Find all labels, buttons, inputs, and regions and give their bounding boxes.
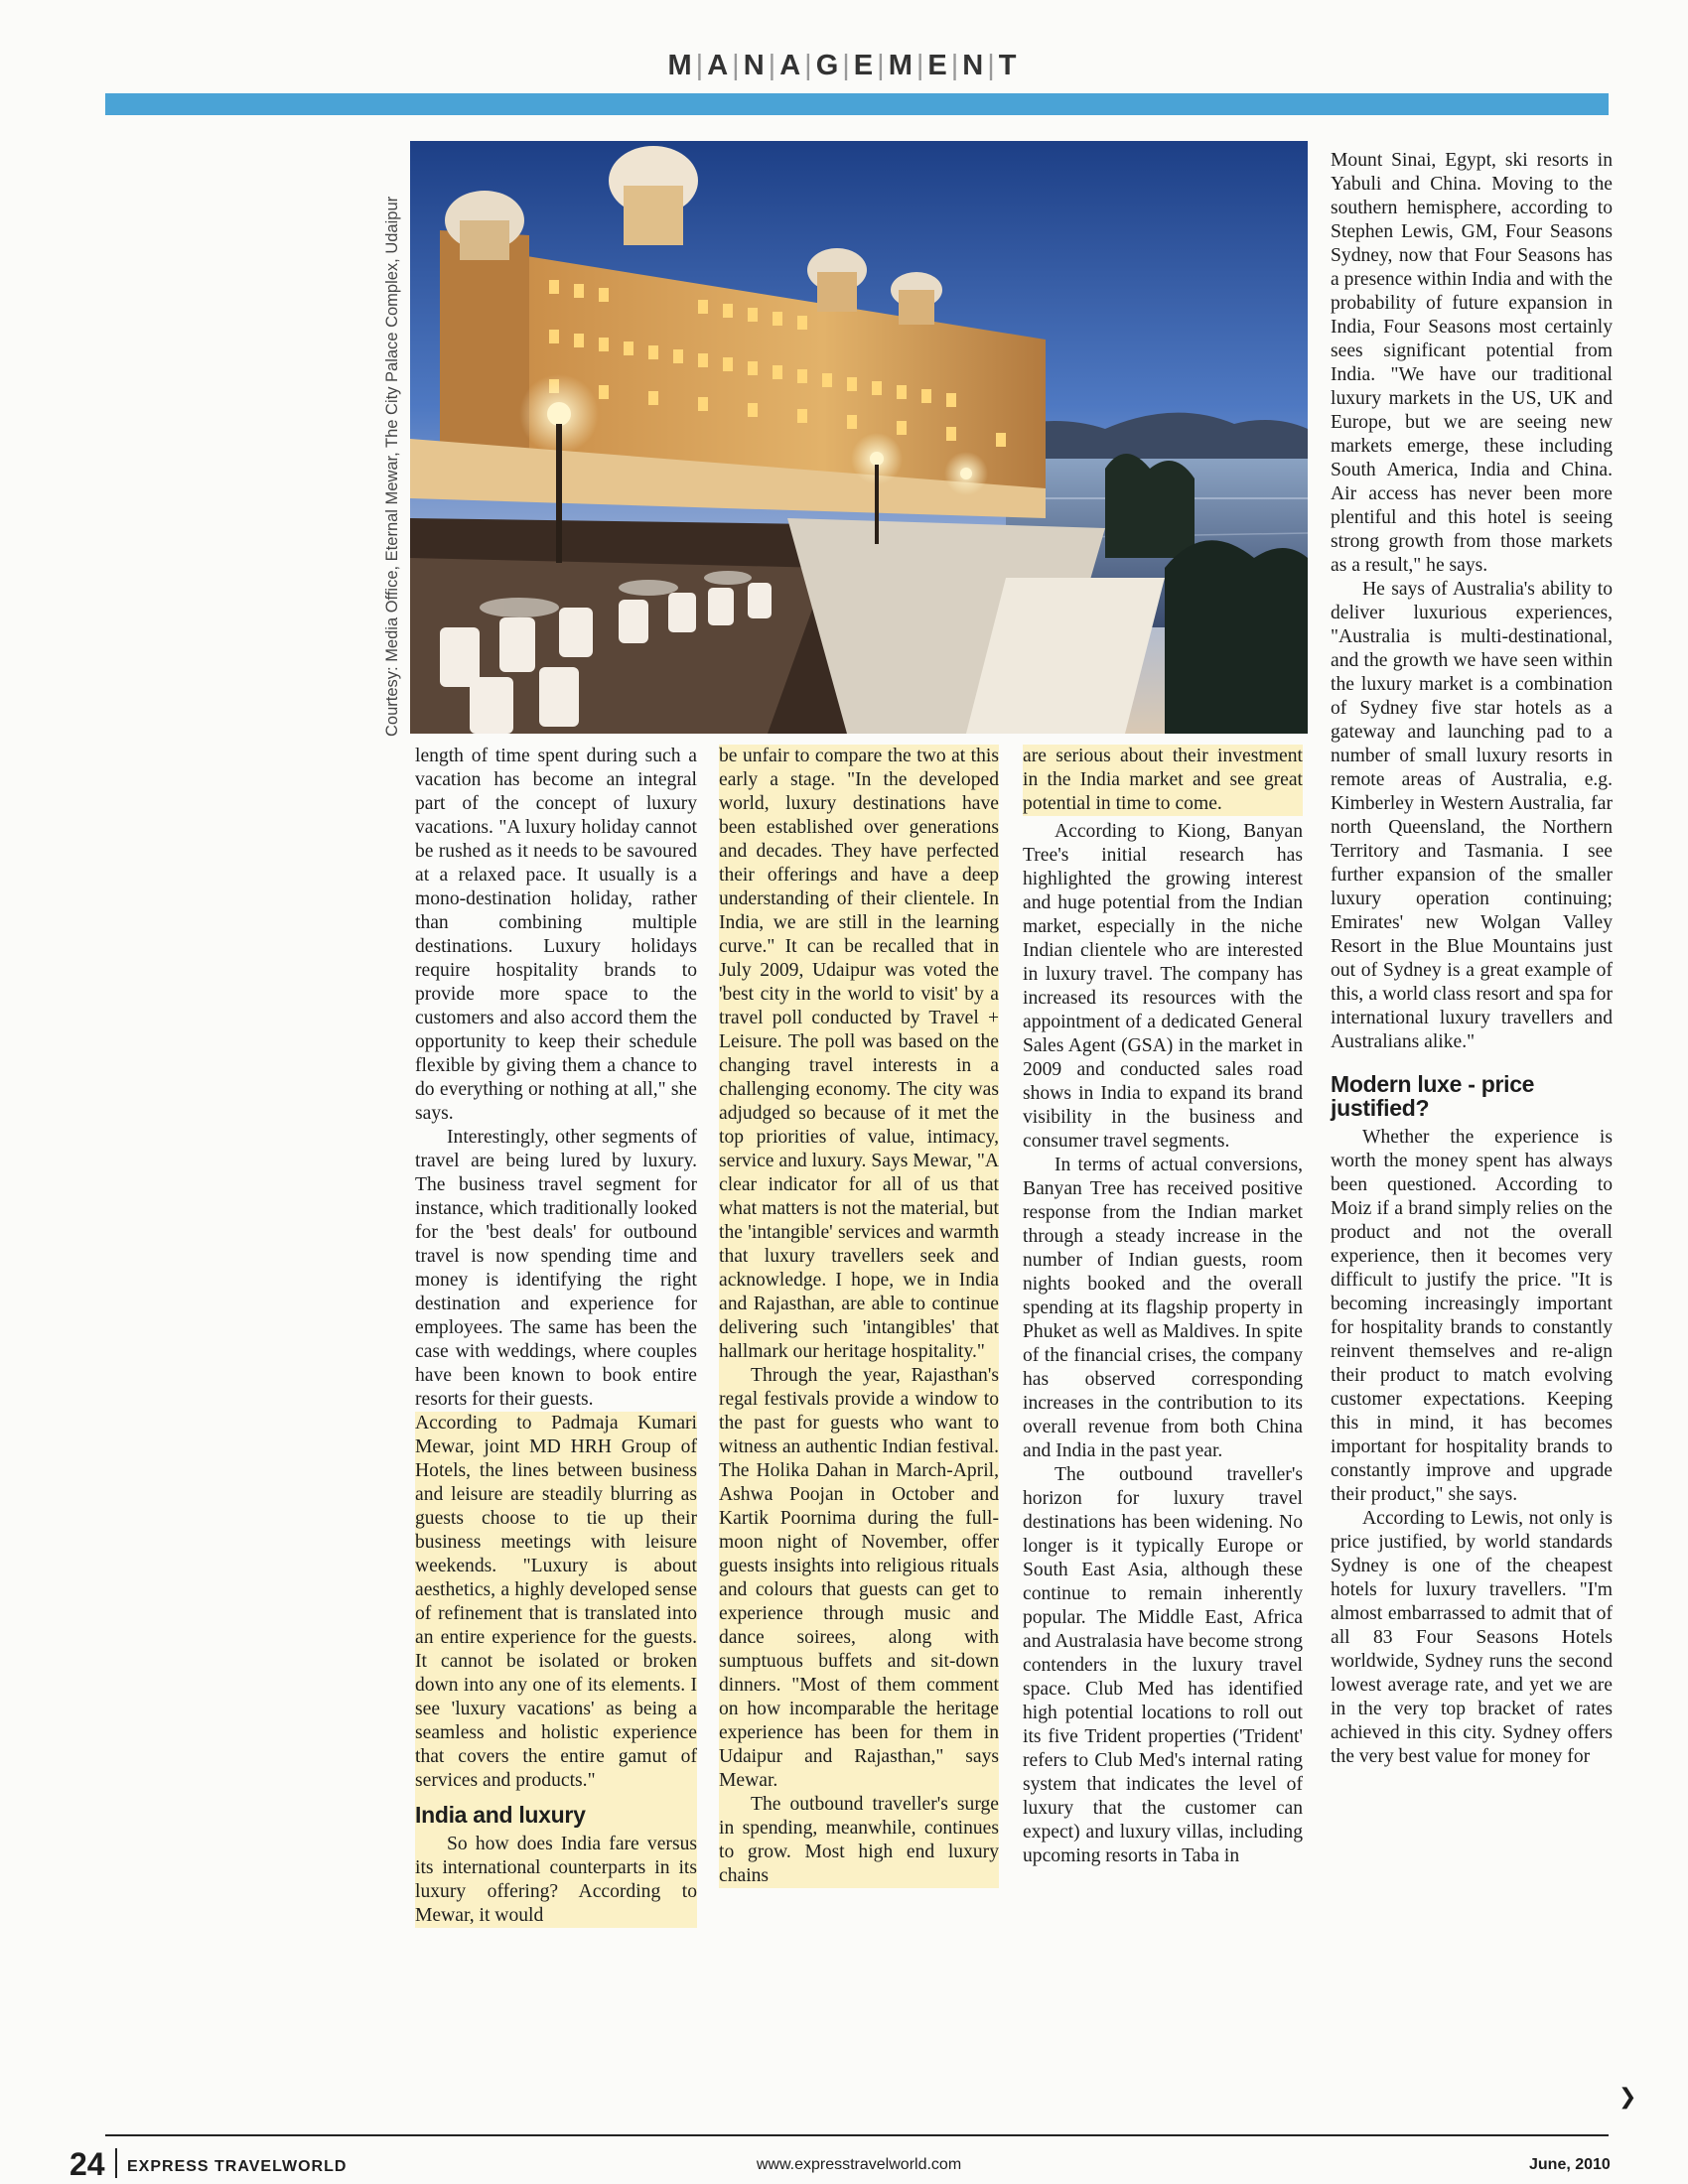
paragraph: are serious about their investment in the India market and see great potential in time to come. xyxy=(1023,746,1303,814)
section-title-letter: G xyxy=(815,50,843,81)
section-title-separator: | xyxy=(987,50,999,81)
section-title-letter: A xyxy=(707,50,733,81)
paragraph: He says of Australia's ability to deliver luxurious experiences, "Australia is multi-destinational, and the growth we have seen within the luxury market is a combination of Sydney five star hotels as a gateway and launching pad to a number of small luxury resorts in remote areas of Australia, e.g. Kimberley in Western Australia, far north Queensland, the Northern Territory and Tasmania. I see further expansion of the smaller luxury operation continuing; Emirates' new Wolgan Valley Resort in the Blue Mountains just out of Sydney is a great example of this, a world class resort and spa for international luxury travellers and Australians alike." xyxy=(1331,579,1613,1052)
article-column-1 xyxy=(415,745,697,1928)
section-title-separator: | xyxy=(915,50,928,81)
website-url: www.expresstravelworld.com xyxy=(756,2156,962,2173)
article-column-4 xyxy=(1331,149,1613,1769)
section-title-letter: T xyxy=(998,50,1021,81)
section-title-separator: | xyxy=(842,50,854,81)
section-title-letter: E xyxy=(853,50,878,81)
section-title-separator: | xyxy=(950,50,963,81)
section-title-separator: | xyxy=(877,50,889,81)
article-column-3 xyxy=(1023,745,1303,1868)
subheading: Modern luxe - price justified? xyxy=(1331,1071,1535,1121)
continue-arrow-icon: ❯ xyxy=(1618,2085,1637,2110)
paragraph: Whether the experience is worth the money spent has always been questioned. According to Moiz if a brand simply relies on the product and not the overall experience, then it becomes very difficult to justify the price. "It is becoming increasingly important for hospitality brands to constantly reinvent themselves and re-align their product to match evolving customer expectations. Keeping this in mind, it has becomes important for hospitality brands to constantly improve and upgrade their product," she says. xyxy=(1331,1127,1613,1505)
section-title-letter: A xyxy=(779,50,805,81)
page-number: 24 xyxy=(70,2146,105,2182)
paragraph: According to Lewis, not only is price justified, by world standards Sydney is one of the cheapest hotels for luxury travellers. "I'm almost embarrassed to admit that of all 83 Four Seasons Hotels worldwide, Sydney runs the second lowest average rate, and yet we are in the very top bracket of rates achieved in this city. Sydney offers the very best value for money for xyxy=(1331,1508,1613,1767)
section-title-letter: N xyxy=(743,50,769,81)
section-title-letter: N xyxy=(962,50,988,81)
article-column-2 xyxy=(719,745,999,1888)
header-bar xyxy=(105,93,1609,115)
subheading: India and luxury xyxy=(415,1802,586,1828)
photo-credit: Courtesy: Media Office, Eternal Mewar, The City Palace Complex, Udaipur xyxy=(383,196,401,737)
paragraph: Interestingly, other segments of travel are being lured by luxury. The business travel segment for instance, which traditionally looked for the 'best deals' for outbound travel is now spending time and money is identifying the right destination and experience for employees. The same has been the case with weddings, where couples have been known to book entire resorts for their guests. xyxy=(415,1127,697,1410)
palace-photo xyxy=(410,141,1308,734)
section-title-letter: M xyxy=(888,50,916,81)
paragraph: So how does India fare versus its international counterparts in its luxury offering? According to Mewar, it would xyxy=(415,1834,697,1926)
section-title-separator: | xyxy=(768,50,780,81)
section-title-separator: | xyxy=(804,50,816,81)
paragraph: Through the year, Rajasthan's regal festivals provide a window to the past for guests who want to witness an authentic Indian festival. The Holika Dahan in March-April, Ashwa Poojan in October and Kartik Poornima during the full-moon night of November, offer guests insights into religious rituals and colours that guests can get to experience through music and dance soirees, along with sumptuous buffets and sit-down dinners. "Most of them comment on how incomparable the heritage experience has been for them in Udaipur and Rajasthan," says Mewar. xyxy=(719,1365,999,1791)
paragraph: According to Kiong, Banyan Tree's initial research has highlighted the growing interest and huge potential from the Indian market, especially in the niche Indian clientele who are interested in luxury travel. The company has increased its resources with the appointment of a dedicated General Sales Agent (GSA) in the market in 2009 and conducted sales road shows in India to expand its brand visibility in the business and consumer travel segments. xyxy=(1023,821,1303,1152)
section-title-separator: | xyxy=(695,50,708,81)
section-title-letter: M xyxy=(667,50,696,81)
issue-date: June, 2010 xyxy=(1529,2156,1611,2173)
paragraph: According to Padmaja Kumari Mewar, joint MD HRH Group of Hotels, the lines between business and leisure are steadily blurring as guests choose to tie up their business meetings with leisure weekends. "Luxury is about aesthetics, a highly developed sense of refinement that is translated into an entire experience for the guests. It cannot be isolated or broken down into any one of its elements. I see 'luxury vacations' as being a seamless and holistic experience that covers the entire gamut of services and products." xyxy=(415,1413,697,1791)
section-title xyxy=(0,50,1688,82)
paragraph: In terms of actual conversions, Banyan Tree has received positive response from the Indian market through a steady increase in the number of Indian guests, room nights booked and the overall spending at its flagship property in Phuket as well as Maldives. In spite of the financial crises, the company has observed corresponding increases in the contribution to its overall revenue from both China and India in the past year. xyxy=(1023,1155,1303,1461)
paragraph: be unfair to compare the two at this early a stage. "In the developed world, luxury destinations have been established over generations and decades. They have perfected their offerings and have a deep understanding of their clientele. In India, we are still in the learning curve." It can be recalled that in July 2009, Udaipur was voted the 'best city in the world to visit' by a travel poll conducted by Travel + Leisure. The poll was based on the changing travel interests in a challenging economy. The city was adjudged so because of it met the top priorities of value, intimacy, service and luxury. Says Mewar, "A clear indicator for all of us that what matters is not the material, but the 'intangible' services and warmth that luxury travellers seek and acknowledge. I hope, we in India and Rajasthan, are able to continue delivering such 'intangibles' that hallmark our heritage hospitality." xyxy=(719,746,999,1362)
highlighted-block xyxy=(415,1412,697,1928)
paragraph: length of time spent during such a vacation has become an integral part of the concept of luxury vacations. "A luxury holiday cannot be rushed as it needs to be savoured at a relaxed pace. It usually is a mono-destination holiday, rather than combining multiple destinations. Luxury holidays require hospitality brands to provide more space to the customers and also accord them the opportunity to keep their schedule flexible by giving them a chance to do everything or nothing at all," she says. xyxy=(415,746,697,1124)
paragraph: Mount Sinai, Egypt, ski resorts in Yabuli and China. Moving to the southern hemisphere, according to Stephen Lewis, GM, Four Seasons Sydney, now that Four Seasons has a presence within India and with the probability of future expansion in India, Four Seasons most certainly sees significant potential from India. "We have our traditional luxury markets in the US, UK and Europe, but we are seeing new markets emerge, these including South America, India and China. Air access has never been more plentiful and this hotel is seeing strong growth from those markets as a result," he says. xyxy=(1331,150,1614,576)
section-title-separator: | xyxy=(732,50,744,81)
footer-rule xyxy=(105,2134,1609,2136)
paragraph: The outbound traveller's surge in spending, meanwhile, continues to grow. Most high end luxury chains xyxy=(719,1794,999,1886)
paragraph: The outbound traveller's horizon for luxury travel destinations has been widening. No longer is it typically Europe or South East Asia, although these continue to remain inherently popular. The Middle East, Africa and Australasia have become strong contenders in the luxury travel space. Club Med has identified high potential locations to roll out its five Trident properties ('Trident' refers to Club Med's internal rating system that indicates the level of luxury that the customer can expect) and luxury villas, including upcoming resorts in Taba in xyxy=(1023,1464,1303,1866)
publication-name: EXPRESS TRAVELWORLD xyxy=(127,2158,348,2175)
section-title-letter: E xyxy=(927,50,951,81)
